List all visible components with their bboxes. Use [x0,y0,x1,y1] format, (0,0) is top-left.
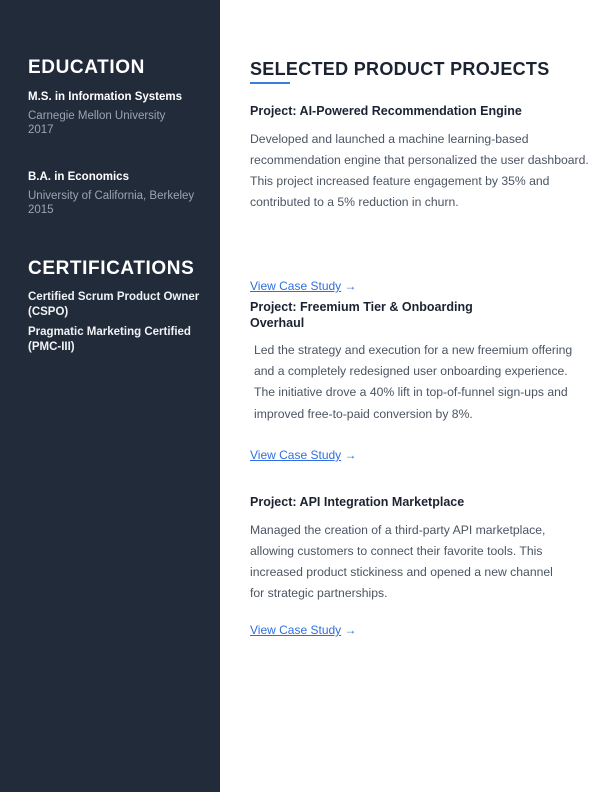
project-description: Developed and launched a machine learning-based recommendation engine that personalized the user dashboard. This project increased feature engagement by 35% and contributed to a 5% reduction in churn. [250,131,589,209]
project-description: Led the strategy and execution for a new freemium offering and a completely redesigned user onboarding experience. The initiative drove a 40% lift in top-of-funnel sign-ups and improved free-to-paid conversion by 8%. [254,343,573,421]
heading-accent-rule [250,82,290,84]
project-entry [250,104,610,213]
arrow-right-icon: → [341,279,357,293]
education-school: University of California, Berkeley [28,189,195,202]
view-case-study-link[interactable] [250,448,357,462]
arrow-right-icon: → [341,448,357,462]
page-title: SELECTED PRODUCT PROJECTS [250,59,550,79]
education-year: 2017 [28,124,54,137]
project-title: Project: AI-Powered Recommendation Engine [250,104,522,118]
project-title: Project: API Integration Marketplace [250,495,465,509]
certification-item: Pragmatic Marketing Certified (PMC-III) [28,326,191,353]
education-degree: M.S. in Information Systems [28,91,182,103]
education-entry [28,170,208,218]
certification-item: Certified Scrum Product Owner (CSPO) [28,291,200,318]
project-title: Project: Freemium Tier & Onboarding Overhaul [250,300,473,330]
view-case-study-label: View Case Study [250,279,342,293]
main-content [220,0,612,792]
view-case-study-label: View Case Study [250,448,342,462]
view-case-study-link[interactable] [250,279,357,293]
arrow-right-icon: → [341,623,357,637]
project-entry [250,495,580,604]
education-entry [28,90,208,138]
education-section-heading: EDUCATION [28,57,145,78]
education-year: 2015 [28,204,54,217]
project-entry [250,300,573,425]
sidebar [0,0,220,792]
project-description: Managed the creation of a third-party API marketplace, allowing customers to connect their favorite tools. This increased product stickiness and opened a new channel for strategic partnerships. [250,522,553,600]
view-case-study-label: View Case Study [250,623,342,637]
view-case-study-link[interactable] [250,623,357,637]
education-school: Carnegie Mellon University [28,109,166,122]
education-degree: B.A. in Economics [28,171,129,183]
certifications-section-heading: CERTIFICATIONS [28,258,195,279]
